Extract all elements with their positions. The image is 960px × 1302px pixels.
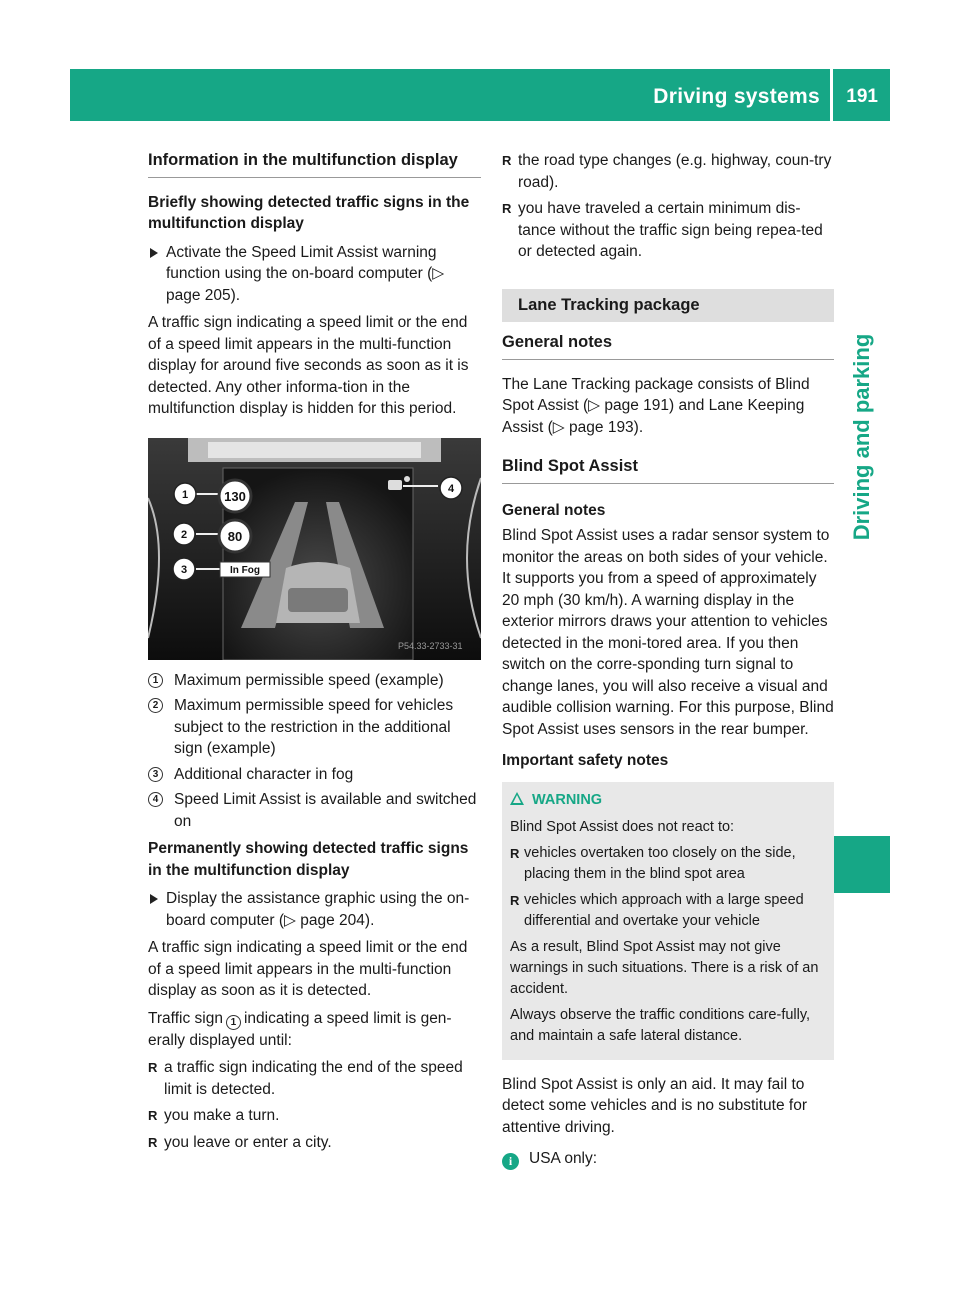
warning-text: Always observe the traffic conditions care-fully, and maintain a safe lateral distance.: [510, 1006, 811, 1044]
svg-text:3: 3: [180, 563, 188, 576]
warning-text: Blind Spot Assist does not react to:: [510, 818, 735, 835]
section-banner: Lane Tracking package: [502, 289, 834, 323]
page-number: 191: [846, 86, 878, 107]
callout-3: [173, 558, 195, 580]
svg-text:4: 4: [447, 482, 455, 495]
bullet-item: R vehicles which approach with a large speed differential and overtake your vehicle: [510, 890, 826, 932]
subsection-title: General notes: [502, 501, 606, 519]
info-icon: i: [502, 1153, 519, 1170]
action-step: Activate the Speed Limit Assist warning function using the on-board computer (▷ page 205).: [148, 242, 481, 307]
fog-sign: [220, 562, 270, 577]
svg-text:80: 80: [227, 528, 243, 544]
header-divider: [830, 69, 833, 121]
callout-1: [174, 483, 196, 505]
legend-item: 4 Speed Limit Assist is available and switched on: [148, 789, 481, 832]
legend-item: 1 Maximum permissible speed (example): [148, 670, 481, 692]
warning-heading: WARNING: [510, 790, 826, 811]
callout-2: [173, 523, 195, 545]
paragraph: Blind Spot Assist uses a radar sensor system to monitor the areas on both sides of your vehicle. It supports you from a speed of approximately 20 mph (30 km/h). A warning display in the exterior mirrors draws your attention to vehicles detected in the moni-tored area. If you then switch on the corre-sponding turn signal to change lanes, you will also receive a visual and audible collision warning. For this purpose, Blind Spot Assist uses sensors in the rear bumper.: [502, 527, 834, 738]
warning-box: [502, 782, 834, 1060]
svg-text:130: 130: [224, 488, 246, 504]
warning-text: As a result, Blind Spot Assist may not give warnings in such situations. There is a risk of an accident.: [510, 938, 819, 997]
right-column: [502, 150, 834, 1170]
side-tab-marker: [833, 836, 890, 893]
header-bar: [70, 69, 890, 121]
bullet-item: R you leave or enter a city.: [148, 1132, 481, 1154]
side-tab-label: Driving and parking: [849, 333, 874, 541]
bullet-item: R the road type changes (e.g. highway, coun-try road).: [502, 150, 834, 193]
bullet-item: R a traffic sign indicating the end of the speed limit is detected.: [148, 1057, 481, 1100]
subsection-title: Important safety notes: [502, 752, 669, 769]
section-title: General notes: [502, 332, 834, 360]
speed-sign-80: [219, 520, 251, 552]
paragraph: The Lane Tracking package consists of Blind Spot Assist (▷ page 191) and Lane Keeping Assist (▷ page 193).: [502, 375, 810, 436]
speed-sign-130: [219, 480, 251, 512]
bullet-item: R you make a turn.: [148, 1105, 481, 1127]
left-column: [148, 150, 481, 1158]
svg-text:2: 2: [180, 528, 188, 541]
legend-item: 3 Additional character in fog: [148, 764, 481, 786]
subsection-title: Permanently showing detected traffic signs in the multifunction display: [148, 840, 469, 879]
cluster-illustration: [148, 438, 481, 660]
cluster-figure: [148, 438, 481, 660]
legend-item: 2 Maximum permissible speed for vehicles subject to the restriction in the additional sign (example): [148, 695, 481, 760]
subsection-title: Briefly showing detected traffic signs in the multifunction display: [148, 193, 470, 232]
svg-text:In Fog: In Fog: [230, 564, 260, 576]
paragraph: A traffic sign indicating a speed limit or the end of a speed limit appears in the multi-function display for around five seconds as soon as it is detected. Any other informa-tion in the multifunction display is hidden for this period.: [148, 314, 469, 417]
section-header-title: Driving systems: [653, 85, 820, 108]
bullet-item: R you have traveled a certain minimum dis-tance without the traffic sign being repea-ted or detected again.: [502, 198, 834, 263]
callout-4: [440, 477, 462, 499]
section-title: Blind Spot Assist: [502, 456, 834, 484]
info-note: i USA only:: [502, 1148, 834, 1170]
paragraph: Blind Spot Assist is only an aid. It may fail to detect some vehicles and is no substitute for attentive driving.: [502, 1075, 807, 1136]
section-title: Information in the multifunction display: [148, 150, 481, 178]
bullet-item: R vehicles overtaken too closely on the side, placing them in the blind spot area: [510, 843, 826, 885]
svg-text:1: 1: [181, 488, 189, 501]
figure-code: P54.33-2733-31: [398, 640, 463, 651]
warning-triangle-icon: [510, 792, 524, 805]
paragraph: Traffic sign 1 indicating a speed limit is gen-erally displayed until:: [148, 1009, 452, 1049]
action-step: Display the assistance graphic using the on-board computer (▷ page 204).: [148, 888, 481, 931]
paragraph: A traffic sign indicating a speed limit or the end of a speed limit appears in the multi-function display as soon as it is detected.: [148, 939, 468, 999]
